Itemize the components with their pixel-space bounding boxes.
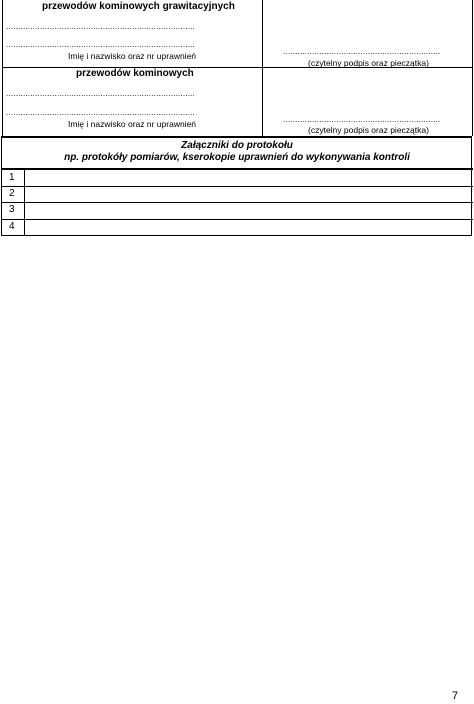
section2-dots-line: ..............................................................................	[6, 108, 195, 117]
attachments-header-divider	[1, 168, 473, 170]
attachment-row-number: 1	[9, 172, 15, 183]
section1-heading: przewodów kominowych grawitacyjnych	[42, 1, 235, 12]
section1-name-label: Imię i nazwisko oraz nr uprawnień	[68, 51, 197, 61]
upper-table-middle-divider	[262, 0, 263, 136]
section1-signature-dots: .................................................................	[283, 47, 441, 56]
section1-dots-line: ..............................................................................	[6, 40, 195, 49]
section1-signature-label: (czytelny podpis oraz pieczątka)	[308, 58, 429, 68]
attachments-row-divider	[1, 202, 473, 203]
upper-table-left-border	[2, 0, 3, 136]
attachments-title: Załączniki do protokołu	[181, 140, 293, 151]
section2-name-label: Imię i nazwisko oraz nr uprawnień	[68, 119, 197, 129]
attachments-number-column-divider	[24, 170, 25, 236]
section2-signature-label: (czytelny podpis oraz pieczątka)	[308, 125, 429, 135]
section2-signature-dots: .................................................................	[283, 115, 441, 124]
attachment-row-number: 2	[9, 188, 15, 199]
attachments-subtitle: np. protokóły pomiarów, kserokopie uprawnień do wykonywania kontroli	[64, 152, 410, 163]
attachments-row-divider	[1, 186, 473, 187]
upper-table-right-border	[472, 0, 473, 136]
attachment-row-number: 3	[9, 204, 15, 215]
section2-dots-line: ..............................................................................	[6, 89, 195, 98]
attachments-row-divider	[1, 219, 473, 220]
page-number: 7	[452, 690, 459, 702]
section2-heading: przewodów kominowych	[76, 68, 194, 79]
attachment-row-number: 4	[9, 221, 15, 232]
section1-dots-line: ..............................................................................	[6, 22, 195, 31]
